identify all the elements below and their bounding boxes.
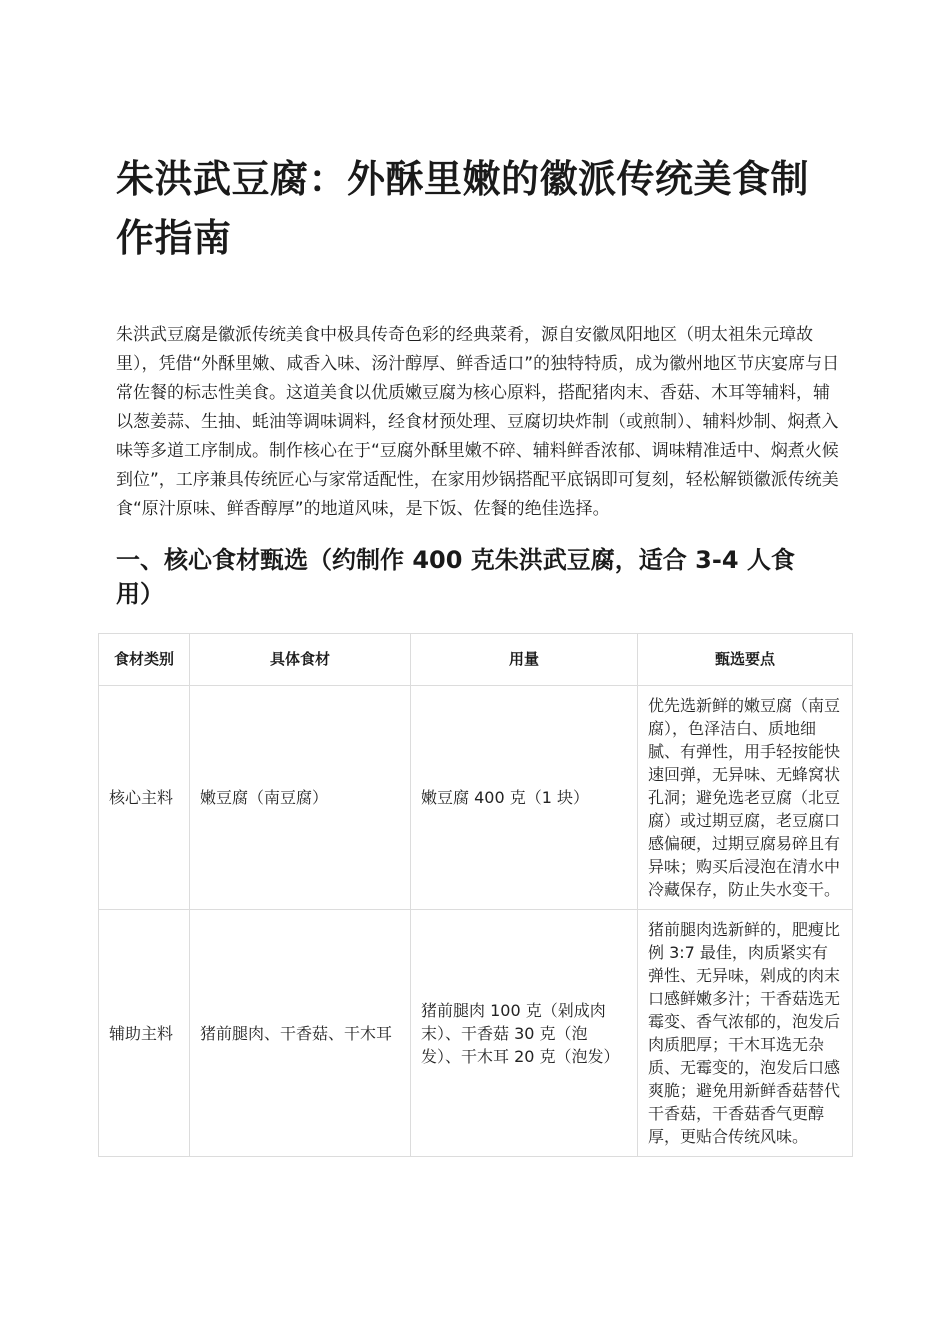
cell-amount: 猪前腿肉 100 克（剁成肉末）、干香菇 30 克（泡发）、干木耳 20 克（泡发） xyxy=(411,910,638,1157)
cell-item: 嫩豆腐（南豆腐） xyxy=(190,686,411,910)
header-category: 食材类别 xyxy=(99,634,190,686)
cell-item: 猪前腿肉、干香菇、干木耳 xyxy=(190,910,411,1157)
page-title: 朱洪武豆腐：外酥里嫩的徽派传统美食制作指南 xyxy=(116,157,810,260)
intro-paragraph: 朱洪武豆腐是徽派传统美食中极具传奇色彩的经典菜肴，源自安徽凤阳地区（明太祖朱元璋故里），凭借“外酥里嫩、咸香入味、汤汁醇厚、鲜香适口”的独特特质，成为徽州地区节庆宴席与日常佐餐的标志性美食。这道美食以优质嫩豆腐为核心原料，搭配猪肉末、香菇、木耳等辅料，辅以葱姜蒜、生抽、蚝油等调味调料，经食材预处理、豆腐切块炸制（或煎制）、辅料炒制、焖煮入味等多道工序制成。制作核心在于“豆腐外酥里嫩不碎、辅料鲜香浓郁、调味精准适中、焖煮火候到位”，工序兼具传统匠心与家常适配性，在家用炒锅搭配平底锅即可复刻，轻松解锁徽派传统美食“原汁原味、鲜香醇厚”的地道风味，是下饭、佐餐的绝佳选择。 xyxy=(116,325,840,519)
ingredients-table xyxy=(98,633,853,1157)
header-item: 具体食材 xyxy=(190,634,411,686)
table-row xyxy=(99,686,853,910)
header-tips: 甄选要点 xyxy=(638,634,853,686)
header-amount: 用量 xyxy=(411,634,638,686)
section-heading-ingredients: 一、核心食材甄选（约制作 400 克朱洪武豆腐，适合 3-4 人食用） xyxy=(116,546,795,608)
table-row xyxy=(99,910,853,1157)
cell-category: 辅助主料 xyxy=(99,910,190,1157)
cell-amount: 嫩豆腐 400 克（1 块） xyxy=(411,686,638,910)
table-header-row xyxy=(99,634,853,686)
cell-tips: 优先选新鲜的嫩豆腐（南豆腐），色泽洁白、质地细腻、有弹性，用手轻按能快速回弹，无异味、无蜂窝状孔洞；避免选老豆腐（北豆腐）或过期豆腐，老豆腐口感偏硬，过期豆腐易碎且有异味；购买后浸泡在清水中冷藏保存，防止失水变干。 xyxy=(638,686,853,910)
cell-category: 核心主料 xyxy=(99,686,190,910)
cell-tips: 猪前腿肉选新鲜的，肥瘦比例 3:7 最佳，肉质紧实有弹性、无异味，剁成的肉末口感鲜嫩多汁；干香菇选无霉变、香气浓郁的，泡发后肉质肥厚；干木耳选无杂质、无霉变的，泡发后口感爽脆；避免用新鲜香菇替代干香菇，干香菇香气更醇厚，更贴合传统风味。 xyxy=(638,910,853,1157)
